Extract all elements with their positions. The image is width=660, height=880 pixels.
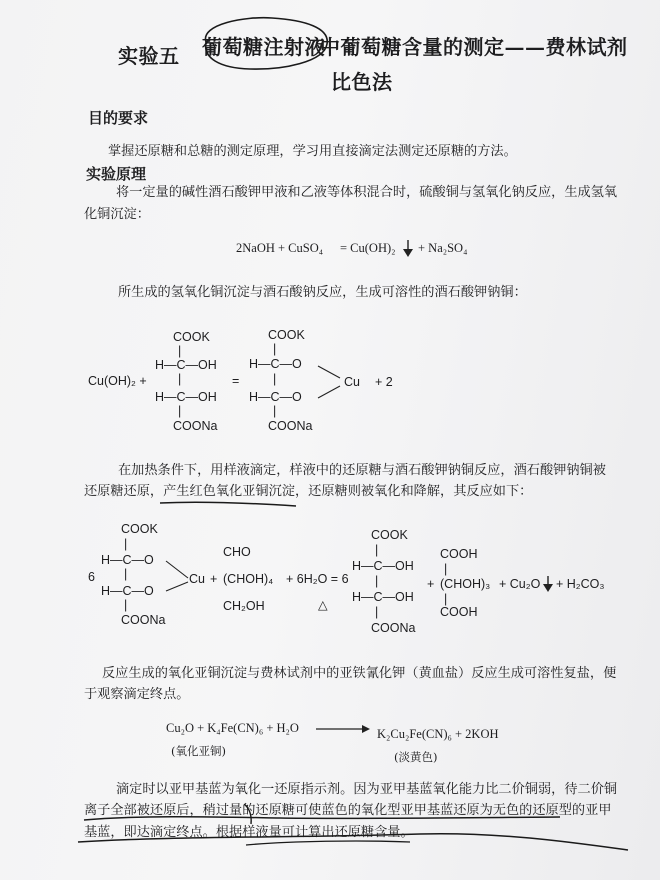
eq3-bar-c: | bbox=[124, 598, 128, 612]
eq2-hco-right1: H—C—O bbox=[249, 357, 302, 371]
eq1-lhs: 2NaOH + CuSO₄ bbox=[236, 241, 324, 255]
para4-line1: 反应生成的氧化亚铜沉淀与费林试剂中的亚铁氰化钾（黄血盐）反应生成可溶性复盐，便 bbox=[102, 666, 617, 681]
handwritten-underline-3 bbox=[78, 834, 628, 850]
eq3-bar-e: | bbox=[375, 574, 379, 588]
eq2-coona-left: COONa bbox=[173, 419, 218, 433]
eq2-bar-f: | bbox=[273, 404, 277, 418]
cu-bond-upper-2 bbox=[166, 561, 188, 578]
eq3-cook: COOK bbox=[121, 522, 158, 536]
cu-bond-lower-2 bbox=[166, 582, 188, 591]
eq4-lhs: Cu₂O + K₄Fe(CN)₆ + H₂O bbox=[166, 721, 299, 735]
eq3-ch2oh: CH₂OH bbox=[223, 599, 265, 613]
para5-line3: 基蓝，即达滴定终点。根据样液量可计算出还原糖含量。 bbox=[84, 825, 414, 840]
eq4-rhs: K₂Cu₂Fe(CN)₆ + 2KOH bbox=[377, 727, 499, 741]
eq4-note-right: (淡黄色) bbox=[394, 750, 438, 764]
eq3-plus1: + bbox=[210, 572, 218, 586]
eq2-cook-right: COOK bbox=[268, 328, 305, 342]
eq1-product: = Cu(OH)₂ bbox=[340, 241, 396, 255]
handwritten-underline-4 bbox=[246, 841, 410, 845]
eq2-hcoh-left2: H—C—OH bbox=[155, 390, 217, 404]
precipitate-arrow-icon bbox=[403, 240, 413, 257]
eq2-bar-b: | bbox=[178, 372, 182, 386]
para4-line2: 于观察滴定终点。 bbox=[84, 687, 190, 702]
eq3-cook-r: COOK bbox=[371, 528, 408, 542]
eq3-hcoh1: H—C—OH bbox=[352, 559, 414, 573]
title-line2: 比色法 bbox=[331, 70, 393, 94]
purpose-text: 掌握还原糖和总糖的测定原理，学习用直接滴定法测定还原糖的方法。 bbox=[108, 144, 517, 159]
principle-line1: 将一定量的碱性酒石酸钾甲液和乙液等体积混合时，硫酸铜与氢氧化钠反应，生成氢氧 bbox=[116, 185, 618, 200]
title-rest: 中葡萄糖含量的测定——费林试剂 bbox=[320, 35, 628, 59]
eq3-bar-d: | bbox=[375, 543, 379, 557]
purpose-heading: 目的要求 bbox=[88, 109, 149, 127]
eq2-bar-d: | bbox=[273, 342, 277, 356]
eq2-rhs: + 2 bbox=[375, 375, 393, 389]
eq3-bar-f: | bbox=[375, 605, 379, 619]
experiment-label: 实验五 bbox=[118, 44, 180, 68]
principle-heading: 实验原理 bbox=[86, 165, 147, 183]
eq4-note-left: (氧化亚铜) bbox=[171, 744, 226, 758]
eq3-bar-g: | bbox=[444, 562, 448, 576]
eq2-coona-right: COONa bbox=[268, 419, 313, 433]
para2: 所生成的氢氧化铜沉淀与酒石酸钠反应，生成可溶性的酒石酸钾钠铜： bbox=[118, 285, 527, 300]
precipitate-arrow-icon-2 bbox=[543, 576, 553, 592]
eq3-cu2o: + Cu₂O bbox=[499, 577, 541, 591]
eq3-bar-h: | bbox=[444, 592, 448, 606]
title-circled-part: 葡萄糖注射液 bbox=[202, 35, 325, 59]
eq3-cooh-bottom: COOH bbox=[440, 605, 478, 619]
eq3-chohn: (CHOH)₄ bbox=[223, 572, 274, 586]
cu-bond-lower bbox=[318, 386, 340, 398]
eq3-cooh-top: COOH bbox=[440, 547, 478, 561]
eq2-hcoh-left1: H—C—OH bbox=[155, 358, 217, 372]
eq3-bar-a: | bbox=[124, 537, 128, 551]
eq3-h2co3: + H₂CO₃ bbox=[556, 577, 605, 591]
para5-line1: 滴定时以亚甲基蓝为氧化一还原指示剂。因为亚甲基蓝氧化能力比二价铜弱，待二价铜 bbox=[116, 782, 618, 797]
eq2-bar-a: | bbox=[178, 344, 182, 358]
handwritten-underline-1 bbox=[160, 502, 296, 506]
eq2-cook-left: COOK bbox=[173, 330, 210, 344]
eq3-chohm: (CHOH)₃ bbox=[440, 577, 491, 591]
eq3-delta: △ bbox=[318, 598, 328, 612]
eq3-hco1: H—C—O bbox=[101, 553, 154, 567]
eq3-hcoh2: H—C—OH bbox=[352, 590, 414, 604]
handwritten-underline-2 bbox=[84, 817, 560, 820]
eq2-bar-c: | bbox=[178, 404, 182, 418]
eq3-plus2: + bbox=[427, 577, 435, 591]
eq2-equals: = bbox=[232, 374, 240, 388]
handwritten-circle bbox=[205, 18, 327, 69]
para3-line2: 还原糖还原，产生红色氧化亚铜沉淀，还原糖则被氧化和降解，其反应如下： bbox=[84, 484, 533, 499]
eq2-cu: Cu bbox=[344, 375, 360, 389]
eq3-coona: COONa bbox=[121, 613, 166, 627]
cu-bond-upper bbox=[318, 366, 340, 378]
eq1-rhs: + Na₂SO₄ bbox=[418, 241, 468, 255]
eq3-bar-b: | bbox=[124, 567, 128, 581]
eq3-coef: 6 bbox=[88, 570, 95, 584]
eq3-hco2: H—C—O bbox=[101, 584, 154, 598]
eq3-coona-r: COONa bbox=[371, 621, 416, 635]
handwritten-mark bbox=[244, 804, 251, 824]
eq2-reactant: Cu(OH)₂ + bbox=[88, 374, 147, 388]
principle-line2: 化铜沉淀： bbox=[84, 207, 150, 222]
reaction-arrow-icon bbox=[316, 725, 370, 733]
eq3-water: + 6H₂O = 6 bbox=[286, 572, 349, 586]
eq2-hco-right2: H—C—O bbox=[249, 390, 302, 404]
para3-line1: 在加热条件下，用样液滴定，样液中的还原糖与酒石酸钾钠铜反应，酒石酸钾钠铜被 bbox=[118, 463, 606, 478]
eq3-cho: CHO bbox=[223, 545, 251, 559]
eq3-cu: Cu bbox=[189, 572, 205, 586]
eq2-bar-e: | bbox=[273, 372, 277, 386]
para5-line2: 离子全部被还原后，稍过量的还原糖可使蓝色的氧化型亚甲基蓝还原为无色的还原型的亚甲 bbox=[84, 803, 612, 818]
